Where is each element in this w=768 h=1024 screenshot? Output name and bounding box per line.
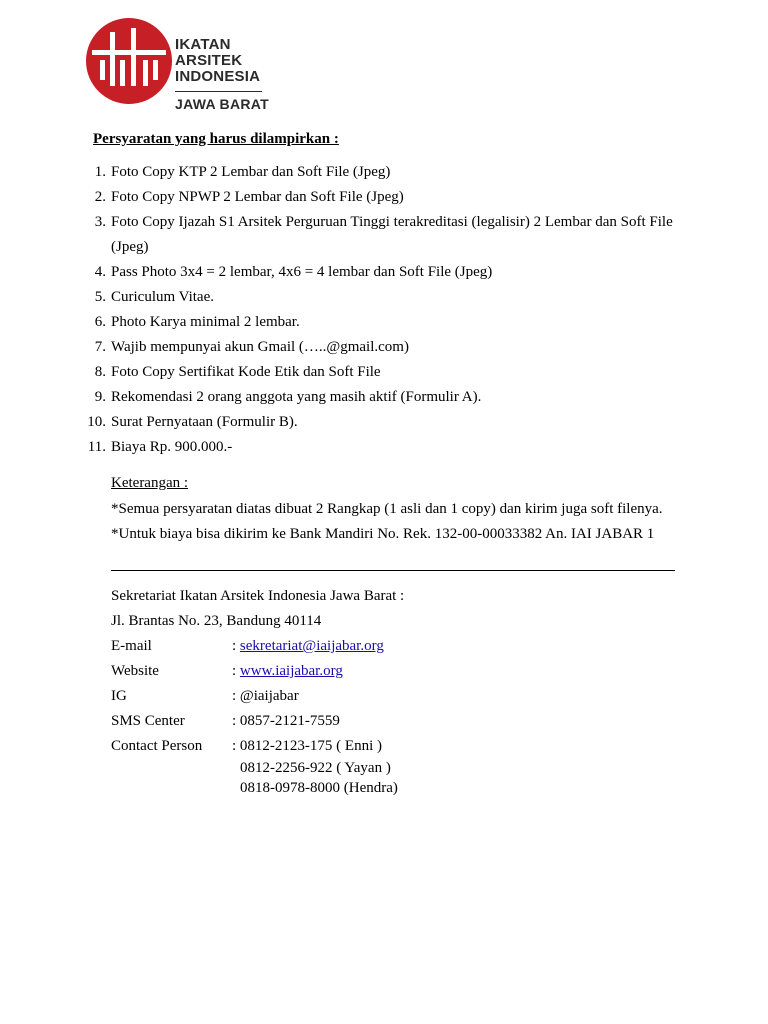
notes-section (111, 471, 676, 548)
email-value: : sekretariat@iaijabar.org (232, 638, 384, 654)
iai-logo-icon (86, 18, 172, 104)
ig-label: IG (111, 688, 127, 704)
requirement-item (0, 310, 700, 335)
email-label: E-mail (111, 638, 152, 654)
requirement-item (0, 360, 700, 385)
contact-row-website (111, 659, 676, 684)
requirement-text: Pass Photo 3x4 = 2 lembar, 4x6 = 4 lembar dan Soft File (Jpeg) (111, 264, 493, 280)
requirement-text: Foto Copy Sertifikat Kode Etik dan Soft File (111, 364, 381, 380)
requirement-item (0, 260, 700, 285)
requirement-item (0, 160, 700, 185)
website-label: Website (111, 663, 159, 679)
note-payment: *Untuk biaya bisa dikirim ke Bank Mandiri No. Rek. 132-00-00033382 An. IAI JABAR 1 (111, 526, 655, 542)
requirement-text: Photo Karya minimal 2 lembar. (111, 314, 300, 330)
requirement-number: 1. (94, 164, 106, 180)
requirement-text: Biaya Rp. 900.000.- (111, 439, 233, 455)
requirement-text: Foto Copy NPWP 2 Lembar dan Soft File (Jpeg) (111, 189, 404, 205)
requirement-item (0, 385, 700, 410)
requirement-number: 10. (87, 414, 106, 430)
requirement-item (0, 210, 700, 260)
section-divider (111, 570, 675, 571)
ig-value: : @iaijabar (232, 688, 299, 704)
logo-divider (175, 91, 262, 92)
secretariat-address: Jl. Brantas No. 23, Bandung 40114 (111, 613, 322, 629)
requirement-item (0, 410, 700, 435)
contact-person-list (240, 758, 398, 798)
requirement-number: 4. (94, 264, 106, 280)
contact-person-phone: 0818-0978-8000 (Hendra) (240, 780, 398, 796)
requirement-text: Foto Copy KTP 2 Lembar dan Soft File (Jpeg) (111, 164, 391, 180)
contact-section (111, 584, 676, 759)
contact-person-phone: 0812-2256-922 ( Yayan ) (240, 760, 391, 776)
requirement-text: Wajib mempunyai akun Gmail (…..@gmail.com) (111, 339, 409, 355)
contact-person-label: Contact Person (111, 738, 203, 754)
requirement-number: 9. (94, 389, 106, 405)
requirement-number: 8. (94, 364, 106, 380)
email-link[interactable]: sekretariat@iaijabar.org (239, 638, 384, 654)
requirement-item (0, 435, 700, 460)
requirement-number: 11. (87, 439, 106, 455)
note-copies: *Semua persyaratan diatas dibuat 2 Rangkap (1 asli dan 1 copy) dan kirim juga soft filenya. (111, 500, 663, 517)
requirement-number: 2. (94, 189, 106, 205)
requirement-text: Rekomendasi 2 orang anggota yang masih aktif (Formulir A). (111, 389, 482, 405)
logo-region: JAWA BARAT (175, 96, 269, 112)
contact-row-email (111, 634, 676, 659)
iai-logo (86, 18, 276, 113)
logo-org-name: IKATAN ARSITEK INDONESIA (175, 36, 261, 85)
requirements-heading: Persyaratan yang harus dilampirkan : (93, 131, 339, 147)
requirement-item (0, 335, 700, 360)
sms-label: SMS Center (111, 713, 185, 729)
sms-value: : 0857-2121-7559 (232, 713, 340, 729)
requirement-number: 3. (94, 214, 106, 230)
contact-person-first: : 0812-2123-175 ( Enni ) (232, 738, 382, 754)
secretariat-title: Sekretariat Ikatan Arsitek Indonesia Jawa Barat : (111, 588, 405, 604)
requirement-text: Foto Copy Ijazah S1 Arsitek Perguruan Tinggi terakreditasi (legalisir) 2 Lembar dan Soft File (Jpeg) (111, 214, 673, 255)
contact-row-ig (111, 684, 676, 709)
requirement-number: 5. (94, 289, 106, 305)
notes-title: Keterangan : (111, 475, 189, 491)
requirement-item (0, 285, 700, 310)
requirement-text: Surat Pernyataan (Formulir B). (111, 414, 298, 430)
website-value: : www.iaijabar.org (232, 663, 343, 679)
requirement-number: 6. (94, 314, 106, 330)
contact-row-person (111, 734, 676, 759)
requirement-number: 7. (94, 339, 106, 355)
requirement-text: Curiculum Vitae. (111, 289, 214, 305)
contact-row-sms (111, 709, 676, 734)
website-link[interactable]: www.iaijabar.org (239, 663, 343, 679)
requirements-list (0, 160, 700, 460)
requirement-item (0, 185, 700, 210)
